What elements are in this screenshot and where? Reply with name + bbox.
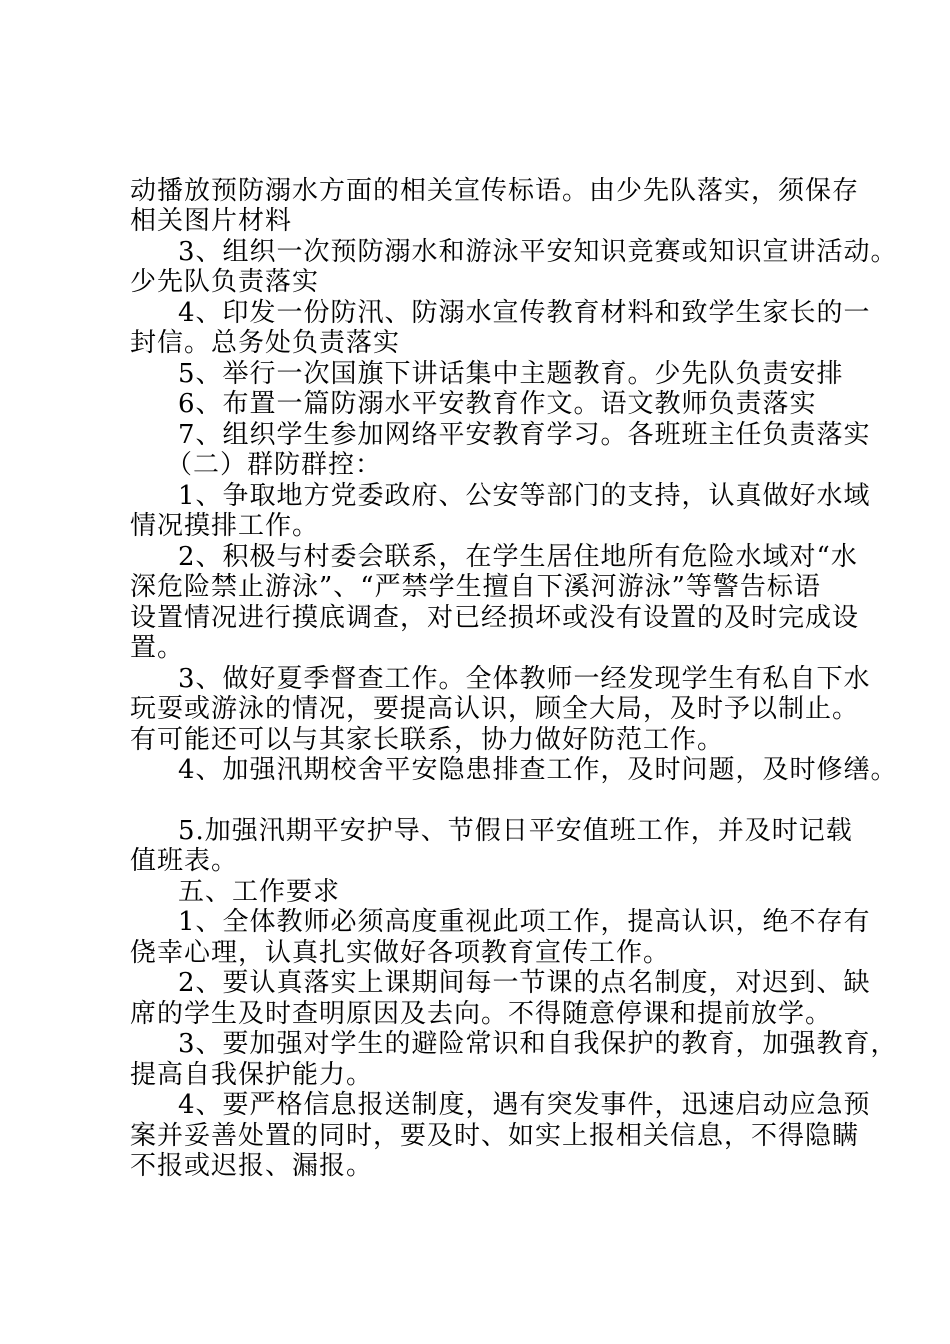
text-line: 4、要严格信息报送制度，遇有突发事件，迅速启动应急预 — [178, 1090, 871, 1120]
text-line: 情况摸排工作。 — [130, 511, 320, 541]
text-line: 6、布置一篇防溺水平安教育作文。语文教师负责落实 — [178, 389, 817, 419]
text-line: 2、要认真落实上课期间每一节课的点名制度，对迟到、缺 — [178, 968, 871, 998]
text-line: 3、要加强对学生的避险常识和自我保护的教育，加强教育， — [178, 1029, 898, 1059]
text-line: 案并妥善处置的同时，要及时、如实上报相关信息，不得隐瞒 — [130, 1121, 860, 1151]
text-line: 动播放预防溺水方面的相关宣传标语。由少先队落实，须保存 — [130, 176, 860, 206]
section-heading: （二）群防群控： — [166, 450, 383, 480]
text-line: 不报或迟报、漏报。 — [130, 1151, 374, 1181]
text-line: 值班表。 — [130, 846, 239, 876]
text-line: 1、争取地方党委政府、公安等部门的支持，认真做好水域 — [178, 481, 871, 511]
text-line: 侥幸心理，认真扎实做好各项教育宣传工作。 — [130, 938, 671, 968]
text-line: 3、组织一次预防溺水和游泳平安知识竞赛或知识宣讲活动。 — [178, 237, 898, 267]
text-line: 置。 — [130, 633, 185, 663]
text-line: 少先队负责落实 — [130, 267, 320, 297]
text-line: 4、加强汛期校舍平安隐患排查工作，及时问题，及时修缮。 — [178, 755, 898, 785]
section-heading: 五、工作要求 — [178, 877, 341, 907]
text-line: 提高自我保护能力。 — [130, 1060, 374, 1090]
text-line: 深危险禁止游泳”、“严禁学生擅自下溪河游泳”等警告标语 — [130, 572, 821, 602]
text-line: 3、做好夏季督查工作。全体教师一经发现学生有私自下水 — [178, 664, 871, 694]
text-line: 2、积极与村委会联系，在学生居住地所有危险水域对“水 — [178, 542, 858, 572]
text-line: 设置情况进行摸底调查，对已经损坏或没有设置的及时完成设 — [130, 603, 860, 633]
text-line: 1、全体教师必须高度重视此项工作，提高认识，绝不存有 — [178, 907, 871, 937]
text-line: 封信。总务处负责落实 — [130, 328, 401, 358]
text-line: 有可能还可以与其家长联系，协力做好防范工作。 — [130, 725, 725, 755]
text-line: 5、举行一次国旗下讲话集中主题教育。少先队负责安排 — [178, 359, 844, 389]
text-line: 7、组织学生参加网络平安教育学习。各班班主任负责落实 — [178, 420, 871, 450]
text-line: 4、印发一份防汛、防溺水宣传教育材料和致学生家长的一 — [178, 298, 871, 328]
text-line: 玩耍或游泳的情况，要提高认识，顾全大局，及时予以制止。 — [130, 694, 860, 724]
text-line: 席的学生及时查明原因及去向。不得随意停课和提前放学。 — [130, 999, 833, 1029]
text-line: 5.加强汛期平安护导、节假日平安值班工作，并及时记载 — [178, 816, 853, 846]
text-line: 相关图片材料 — [130, 206, 293, 236]
